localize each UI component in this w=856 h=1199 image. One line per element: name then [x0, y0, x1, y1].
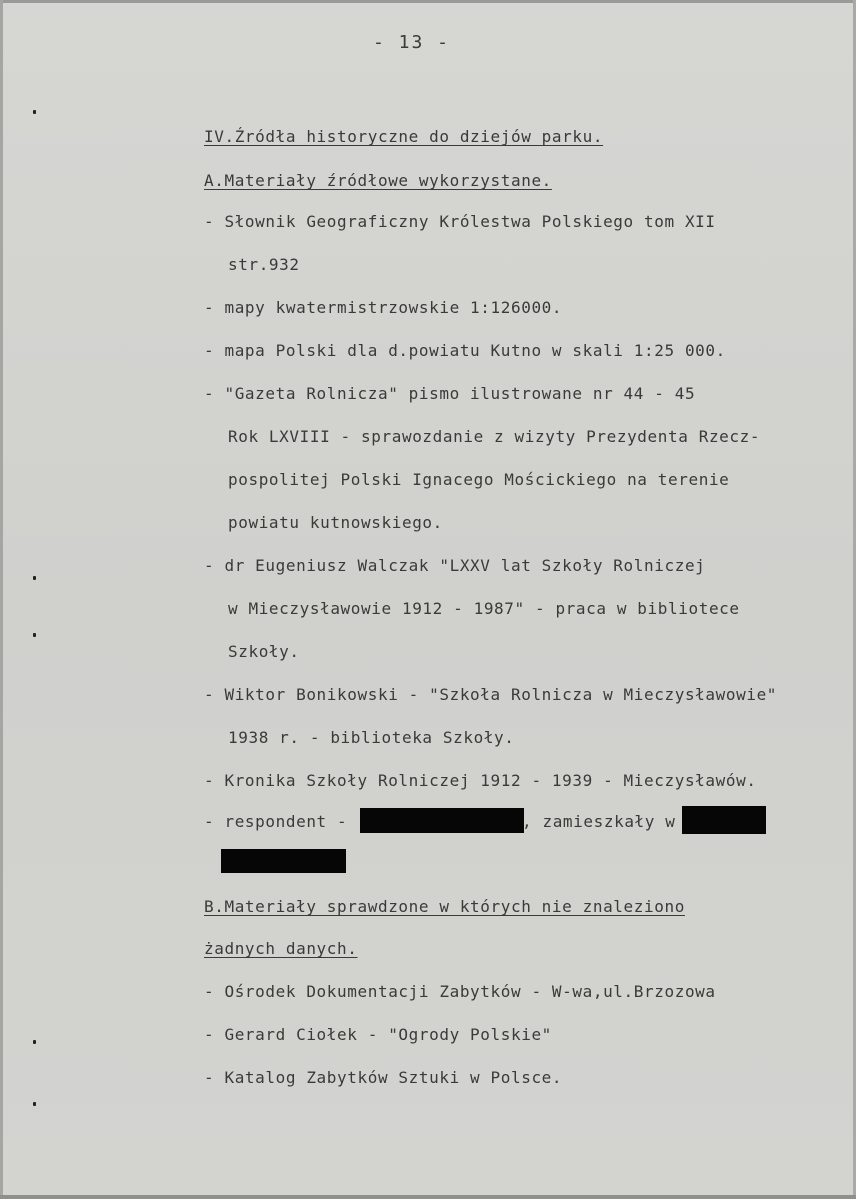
- margin-mark: [33, 633, 36, 637]
- checked-source-item: - Ośrodek Dokumentacji Zabytków - W-wa,ul.Brzozowa: [204, 982, 716, 1001]
- source-item-continuation: 1938 r. - biblioteka Szkoły.: [228, 728, 515, 747]
- source-item-continuation: Rok LXVIII - sprawozdanie z wizyty Prezydenta Rzecz-: [228, 427, 761, 446]
- respondent-residence: , zamieszkały w: [522, 812, 676, 831]
- page-edge-left: [0, 0, 3, 1199]
- redaction-box: [360, 808, 524, 833]
- source-item: - mapa Polski dla d.powiatu Kutno w skali 1:25 000.: [204, 341, 726, 360]
- source-item: - Słownik Geograficzny Królestwa Polskiego tom XII: [204, 212, 716, 231]
- source-item: - mapy kwatermistrzowskie 1:126000.: [204, 298, 563, 317]
- source-item: - Wiktor Bonikowski - "Szkoła Rolnicza w Mieczysławowie": [204, 685, 778, 704]
- source-item-continuation: w Mieczysławowie 1912 - 1987" - praca w bibliotece: [228, 599, 740, 618]
- source-item-continuation: pospolitej Polski Ignacego Mościckiego na terenie: [228, 470, 730, 489]
- page-number: - 13 -: [373, 32, 451, 53]
- margin-mark: [33, 1102, 36, 1106]
- section-a-title: A.Materiały źródłowe wykorzystane.: [204, 171, 552, 190]
- section-b-title: B.Materiały sprawdzone w których nie znaleziono: [204, 897, 685, 916]
- respondent-prefix: - respondent -: [204, 812, 348, 831]
- checked-source-item: - Katalog Zabytków Sztuki w Polsce.: [204, 1068, 563, 1087]
- margin-mark: [33, 576, 36, 580]
- source-item-continuation: str.932: [228, 255, 300, 274]
- margin-mark: [33, 1040, 36, 1044]
- redaction-box: [221, 849, 346, 873]
- source-item: - dr Eugeniusz Walczak "LXXV lat Szkoły Rolniczej: [204, 556, 706, 575]
- source-item: - Kronika Szkoły Rolniczej 1912 - 1939 - Mieczysławów.: [204, 771, 757, 790]
- section-b-title-continuation: żadnych danych.: [204, 939, 358, 958]
- redaction-box: [682, 806, 766, 834]
- page-edge-top: [0, 0, 856, 3]
- checked-source-item: - Gerard Ciołek - "Ogrody Polskie": [204, 1025, 552, 1044]
- page-edge-bottom: [0, 1195, 856, 1199]
- margin-mark: [33, 110, 36, 114]
- section-heading: IV.Źródła historyczne do dziejów parku.: [204, 127, 604, 146]
- source-item-continuation: powiatu kutnowskiego.: [228, 513, 443, 532]
- source-item-continuation: Szkoły.: [228, 642, 300, 661]
- source-item: - "Gazeta Rolnicza" pismo ilustrowane nr 44 - 45: [204, 384, 696, 403]
